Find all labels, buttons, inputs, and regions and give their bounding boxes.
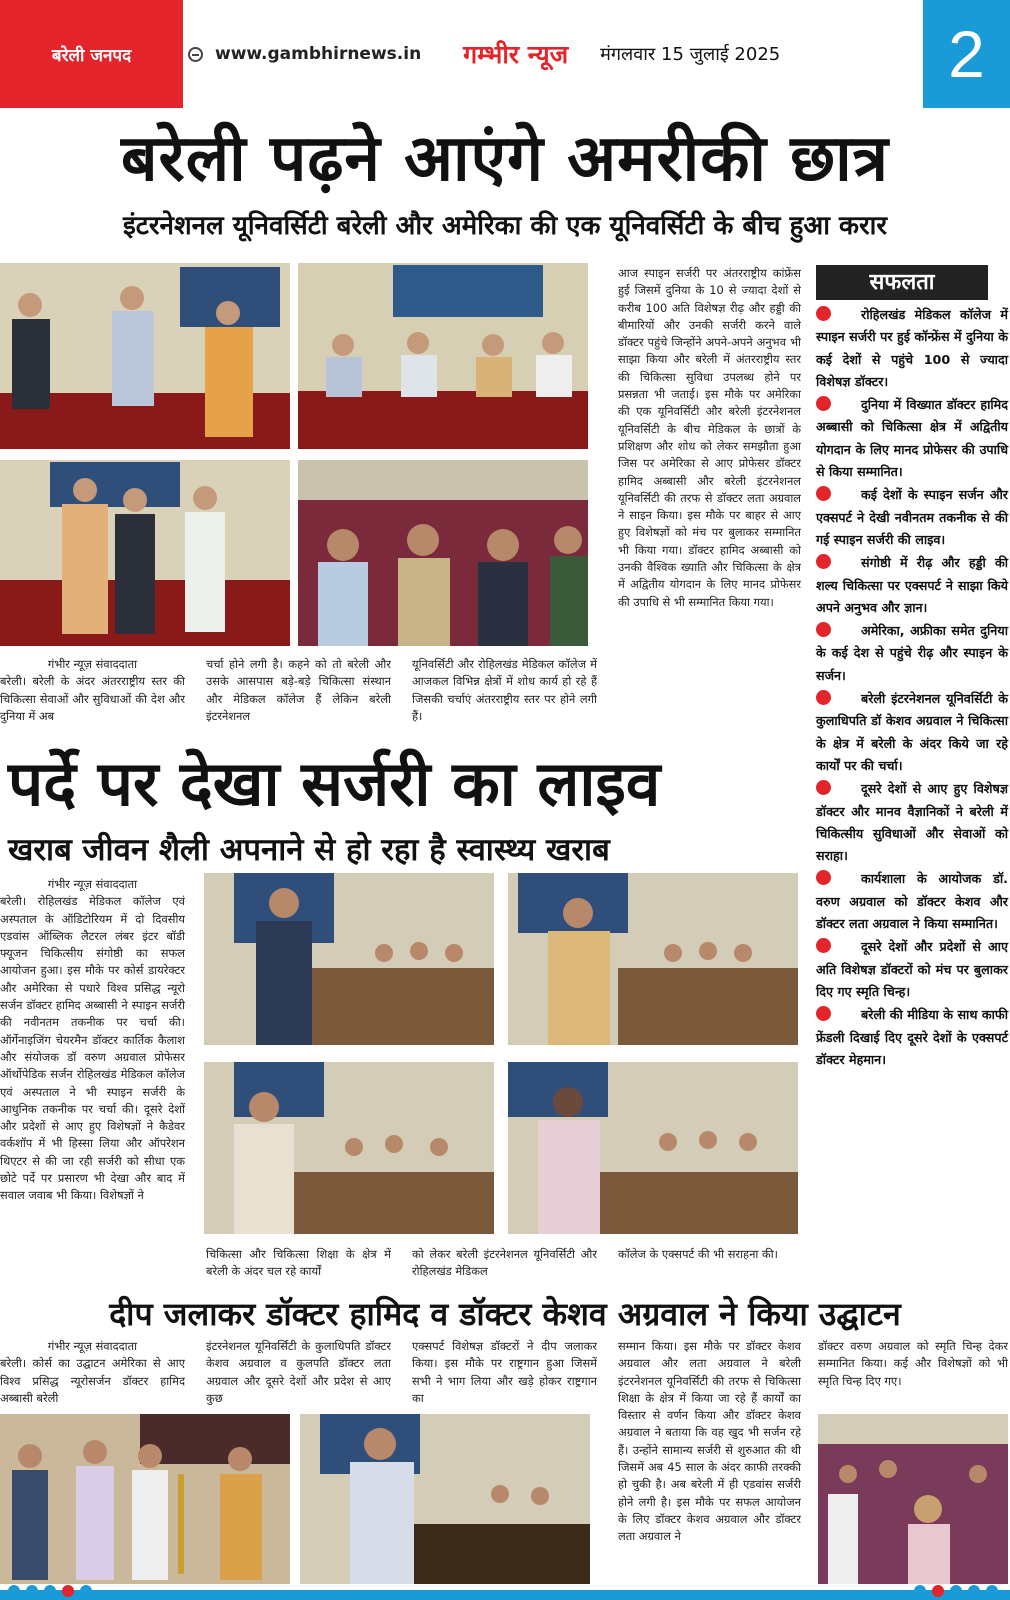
highlight-item: दुनिया में विख्यात डॉक्टर हामिद अब्बासी को चिकित्सा क्षेत्र में अद्वितीय योगदान के लिए मानद प्रोफेसर की उपाधि से किया सम्मानित। — [816, 397, 1008, 480]
footer-dot — [968, 1585, 980, 1597]
region-label: बरेली जनपद — [0, 0, 183, 108]
story1-text-1: बरेली। बरेली के अंदर अंतरराष्ट्रीय स्तर की चिकित्सा सेवाओं और सुविधाओं की देश और दुनिया में अब — [0, 674, 185, 723]
website-link[interactable] — [188, 44, 421, 64]
bullet-icon — [816, 870, 831, 885]
highlight-item: संगोष्ठी में रीढ़ और हड्डी की शल्य चिकित्सा पर एक्सपर्ट ने साझा किये अपने अनुभव और ज्ञान। — [816, 555, 1008, 615]
story1-column-3: यूनिवर्सिटी और रोहिलखंड मेडिकल कॉलेज में आजकल विभिन्न क्षेत्रों में शोध कार्य हो रहे हैं जिसकी चर्चाएं अंतरराष्ट्रीय स्तर पर होने लगी हैं। — [412, 657, 597, 723]
story1-byline: गंभीर न्यूज़ संवाददाता — [47, 657, 138, 671]
bullet-icon — [816, 306, 831, 321]
bullet-icon — [816, 554, 831, 569]
story2-column-4: कॉलेज के एक्सपर्ट की भी सराहना की। — [618, 1247, 778, 1261]
photo-lamp-lighting — [0, 1414, 290, 1584]
highlight-item: कार्यशाला के आयोजक डॉ. वरुण अग्रवाल को डॉक्टर केशव और डॉक्टर लता अग्रवाल ने किया सम्मानित। — [816, 871, 1008, 932]
footer-dot — [80, 1585, 92, 1597]
bullet-icon — [816, 690, 831, 705]
footer-dot — [8, 1585, 20, 1597]
story3-byline: गंभीर न्यूज़ संवाददाता — [47, 1339, 138, 1353]
sidebar-title: सफलता — [816, 265, 988, 300]
highlight-item: कई देशों के स्पाइन सर्जन और एक्सपर्ट ने देखी नवीनतम तकनीक से की गई स्पाइन सर्जरी की लाइव। — [816, 487, 1008, 547]
masthead-strip — [183, 0, 923, 108]
bullet-icon — [816, 1006, 831, 1021]
highlight-item: बरेली की मीडिया के साथ काफी फ्रेंडली दिखाई दिए दूसरे देशों के एक्सपर्ट डॉक्टर मेहमान। — [816, 1007, 1008, 1067]
story3-column-1 — [0, 1338, 185, 1408]
story3-headline: दीप जलाकर डॉक्टर हामिद व डॉक्टर केशव अग्रवाल ने किया उद्घाटन — [109, 1295, 901, 1333]
bullet-icon — [816, 938, 831, 953]
bullet-icon — [816, 780, 831, 795]
bullet-icon — [816, 396, 831, 411]
photo-audience — [298, 460, 588, 646]
bullet-icon — [816, 622, 831, 637]
story3-column-3: एक्सपर्ट विशेषज्ञ डॉक्टरों ने दीप जलाकर किया। इस मौके पर राष्ट्रगान हुआ जिसमें सभी ने भाग लिया और खड़े होकर राष्ट्रगान का — [412, 1339, 597, 1405]
main-subheadline: इंटरनेशनल यूनिवर्सिटी बरेली और अमेरिका की एक यूनिवर्सिटी के बीच हुआ करार — [123, 211, 887, 241]
photo-felicitation — [0, 460, 290, 646]
story1-column-1 — [0, 656, 185, 726]
photo-dais-signing — [298, 263, 588, 449]
highlight-item: रोहिलखंड मेडिकल कॉलेज में स्पाइन सर्जरी पर हुई कॉन्फ्रेंस में दुनिया के कई देशों से पहुंचे 100 से ज्यादा विशेषज्ञ डॉक्टर। — [816, 307, 1008, 389]
photo-speaker-podium — [300, 1414, 590, 1584]
footer-bar — [0, 1590, 1010, 1600]
photo-auditorium-crowd — [818, 1414, 1008, 1584]
footer-dot — [986, 1585, 998, 1597]
story3-column-4: सम्मान किया। इस मौके पर डॉक्टर केशव अग्रवाल और लता अग्रवाल ने बरेली इंटरनेशनल यूनिवर्सिटी की तरफ से चिकित्सा शिक्षा के क्षेत्र में किया जा रहे हैं कार्यों का विस्तार से वर्णन किया और डॉक्टर केशव अग्रवाल ने बताया कि वह खुद भी सर्जन रहे हैं। उन्होंने सामान्य सर्जरी से शुरुआत की थी जिसमें अब 45 साल के अंदर काफी तरक्की हो चुकी है। अब बरेली में ही एडवांस सर्जरी होने लगी है। इस मौके पर सफल आयोजन के लिए डॉक्टर केशव अग्रवाल और डॉक्टर लता अग्रवाल ने — [618, 1339, 801, 1544]
photo-mou-exchange — [0, 263, 290, 449]
main-headline: बरेली पढ़ने आएंगे अमरीकी छात्र — [121, 122, 889, 196]
highlight-item: अमेरिका, अफ्रीका समेत दुनिया के कई देश से पहुंचे रीढ़ और स्पाइन के सर्जन। — [816, 623, 1008, 683]
story2-column-2: चिकित्सा और चिकित्सा शिक्षा के क्षेत्र में बरेली के अंदर चल रहे कार्यों — [206, 1247, 391, 1279]
photo-speaker-1 — [204, 873, 494, 1045]
story2-column-3: को लेकर बरेली इंटरनेशनल यूनिवर्सिटी और रोहिलखंड मेडिकल — [412, 1247, 597, 1279]
story1-column-4: आज स्पाइन सर्जरी पर अंतरराष्ट्रीय कांफ्रेंस हुई जिसमें दुनिया के 10 से ज्यादा देशों से करीब 100 अति विशेषज्ञ रीढ़ और हड्डी की बीमारियों और उनकी सर्जरी करने वाले डॉक्टर पहुंचे जिन्होंने अपने-अपने अनुभव भी साझा किया और बरेली में अंतरराष्ट्रीय स्तर की चिकित्सा सुविधा उपलब्ध होने पर प्रसन्नता भी जताई। इस मौके पर अमेरिका की एक यूनिवर्सिटी और बरेली इंटरनेशनल यूनिवर्सिटी के बीच मेडिकल के छात्रों के प्रशिक्षण और शोध को लेकर समझौता हुआ जिस पर अमेरिका से आए प्रोफेसर डॉक्टर हामिद अब्बासी और बरेली इंटरनेशनल यूनिवर्सिटी की तरफ से डॉक्टर लता अग्रवाल ने साइन किया। इस मौके पर बाहर से आए हुए विशेषज्ञों को मंच पर बुलाकर सम्मानित भी किया गया। डॉक्टर हामिद अब्बासी को उनकी वैश्विक ख्याति और चिकित्सा के क्षेत्र में अद्वितीय योगदान के लिए मानद प्रोफेसर की उपाधि से भी सम्मानित किया गया। — [618, 266, 801, 609]
photo-speaker-2 — [508, 873, 798, 1045]
page-number: 2 — [923, 0, 1010, 108]
story3-column-2: इंटरनेशनल यूनिवर्सिटी के कुलाधिपति डॉक्टर केशव अग्रवाल व कुलपति डॉक्टर लता अग्रवाल और दूसरे देशों और प्रदेश से आए कुछ — [206, 1339, 391, 1405]
footer-dot — [62, 1585, 74, 1597]
bullet-icon — [816, 486, 831, 501]
footer-dot — [44, 1585, 56, 1597]
photo-speaker-4 — [508, 1062, 798, 1234]
footer-dot — [932, 1585, 944, 1597]
story1-column-2: चर्चा होने लगी है। कहने को तो बरेली और उसके आसपास बड़े-बड़े चिकित्सा संस्थान और मेडिकल कॉलेज हैं लेकिन बरेली इंटरनेशनल — [206, 657, 391, 723]
story3-column-5: डॉक्टर वरुण अग्रवाल को स्मृति चिन्ह देकर सम्मानित किया। कई और विशेषज्ञों को भी स्मृति चिन्ह दिए गए। — [818, 1339, 1008, 1388]
highlight-item: बरेली इंटरनेशनल यूनिवर्सिटी के कुलाधिपति डॉ केशव अग्रवाल ने चिकित्सा के क्षेत्र में बरेली के अंदर किये जा रहे कार्यों पर की चर्चा। — [816, 691, 1008, 773]
highlight-item: दूसरे देशों से आए हुए विशेषज्ञ डॉक्टर और मानव वैज्ञानिकों ने बरेली में चिकित्सीय सुविधाओं और सेवाओं को सराहा। — [816, 781, 1008, 864]
footer-dot — [26, 1585, 38, 1597]
highlight-item: दूसरे देशों और प्रदेशों से आए अति विशेषज्ञ डॉक्टरों को मंच पर बुलाकर दिए गए स्मृति चिन्ह। — [816, 939, 1008, 999]
story2-text-1: बरेली। रोहिलखंड मेडिकल कॉलेज एवं अस्पताल के ऑडिटोरियम में दो दिवसीय एडवांस ऑब्लिक लैटरल लंबर इंटर बॉडी फ्यूजन चिकित्सीय संगोष्ठी का सफल आयोजन हुआ। इस मौके पर कोर्स डायरेक्टर और अमेरिका से पधारे विश्व प्रसिद्ध न्यूरो सर्जन डॉक्टर हामिद अब्बासी ने स्पाइन सर्जरी की नवीनतम तकनीक पर चर्चा की। ऑर्गेनाइजिंग चेयरमैन डॉक्टर कार्तिक कैलाश और संयोजक डॉ वरुण अग्रवाल प्रोफेसर ऑर्थोपेडिक सर्जन रोहिलखंड मेडिकल कॉलेज एवं अस्पताल ने भी स्पाइन सर्जरी के आधुनिक तकनीक पर चर्चा की। दूसरे देशों और प्रदेशों से आए हुए विशेषज्ञों ने कैडेवर वर्कशॉप में भी हिस्सा लिया और ऑपरेशन थिएटर से की जा रही सर्जरी को सीधा एक छोटे पर्दे पर प्रसारण भी देखा और बाद में सवाल जवाब भी किया। विशेषज्ञों ने — [0, 894, 185, 1203]
photo-speaker-3 — [204, 1062, 494, 1234]
footer-dot — [950, 1585, 962, 1597]
story2-headline: पर्दे पर देखा सर्जरी का लाइव — [8, 747, 661, 820]
website-text: www.gambhirnews.in — [215, 44, 422, 64]
story2-column-1 — [0, 876, 185, 1276]
highlights-list — [816, 304, 1008, 1072]
footer-dot — [914, 1585, 926, 1597]
brand-logo: गम्भीर न्यूज — [463, 40, 569, 69]
story2-subheadline: खराब जीवन शैली अपनाने से हो रहा है स्वास्थ्य खराब — [8, 832, 610, 868]
story3-text-1: बरेली। कोर्स का उद्घाटन अमेरिका से आए विश्व प्रसिद्ध न्यूरोसर्जन डॉक्टर हामिद अब्बासी बरेली — [0, 1356, 185, 1405]
globe-icon — [188, 47, 203, 62]
issue-date: मंगलवार 15 जुलाई 2025 — [600, 44, 781, 65]
story2-byline: गंभीर न्यूज़ संवाददाता — [47, 877, 138, 891]
